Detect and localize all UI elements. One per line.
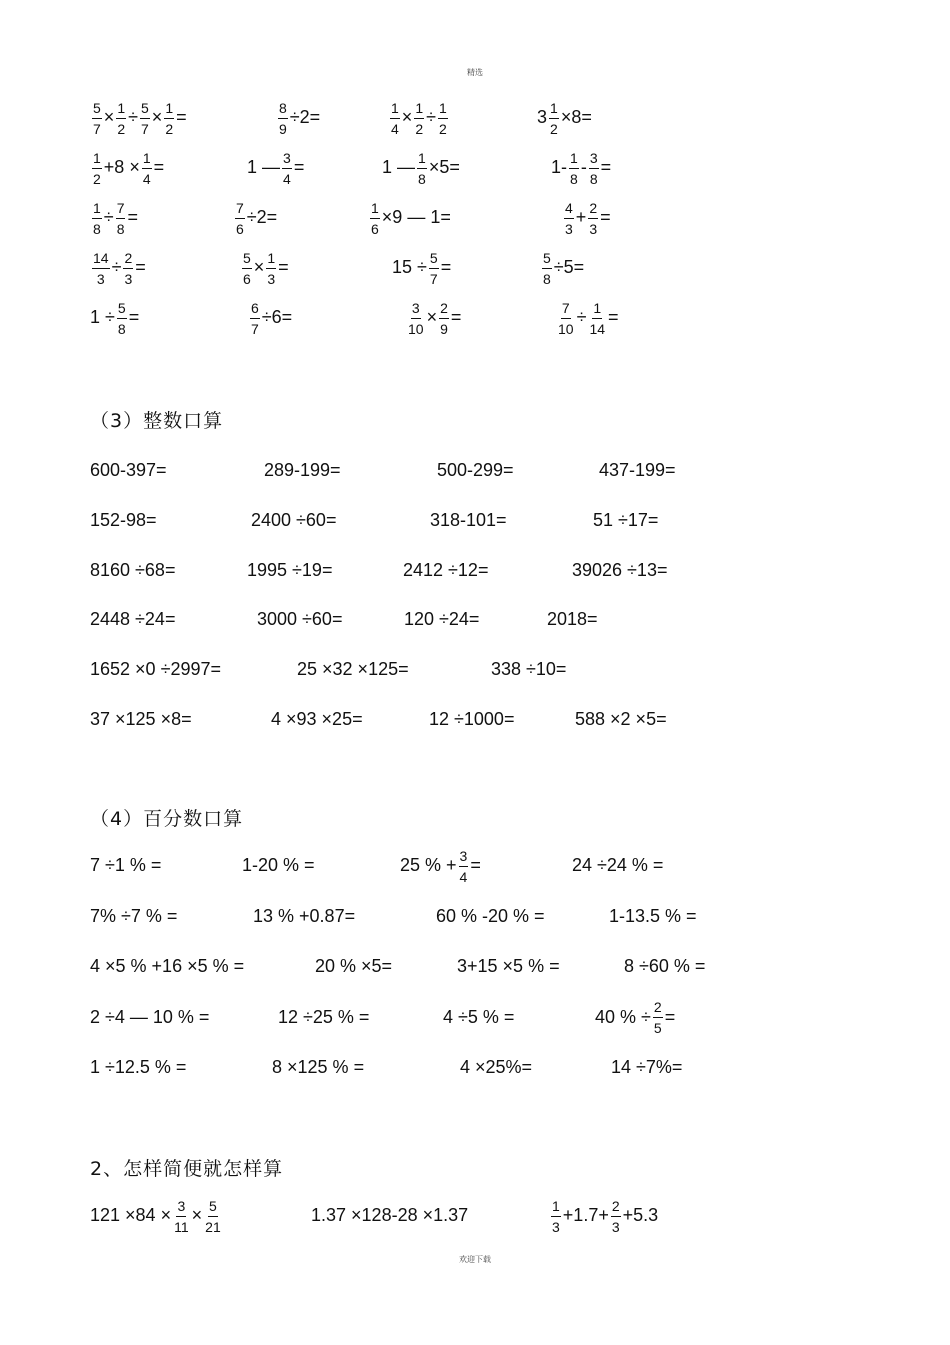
problem-row [0, 941, 950, 991]
fraction [370, 201, 380, 236]
fraction-denominator: 8 [93, 220, 101, 237]
fraction-numerator: 5 [542, 251, 552, 269]
math-expression [247, 142, 304, 192]
math-expression [436, 891, 545, 941]
problem-row [0, 445, 950, 495]
math-expression [90, 594, 175, 644]
math-expression [457, 941, 560, 991]
expression-text: 338 ÷10= [491, 659, 567, 680]
fraction [278, 101, 288, 136]
fraction-numerator: 1 [592, 301, 602, 319]
fraction [439, 301, 449, 336]
math-expression [537, 92, 592, 142]
expression-text: ×5= [428, 157, 460, 177]
fraction-denominator: 10 [558, 320, 574, 337]
expression-text: 1995 ÷19= [247, 559, 333, 580]
expression-text: 318-101= [430, 509, 507, 530]
math-expression [382, 142, 460, 192]
math-expression [599, 445, 676, 495]
expression-text: = [293, 157, 305, 177]
fraction [204, 1199, 222, 1234]
expression-text: = [128, 307, 140, 327]
expression-text: 1 ÷12.5 % = [90, 1057, 187, 1077]
fraction [164, 101, 174, 136]
math-expression [90, 941, 244, 991]
fraction-numerator: 1 [92, 201, 102, 219]
fraction-numerator: 1 [370, 201, 380, 219]
problem-row [0, 594, 950, 644]
expression-text: 24 ÷24 % = [572, 855, 664, 875]
fraction [235, 201, 245, 236]
section-heading: （4）百分数口算 [90, 807, 244, 830]
fraction [569, 151, 579, 186]
expression-text: + [575, 207, 587, 227]
fraction [588, 201, 598, 236]
fraction [611, 1199, 621, 1234]
problem-row [0, 142, 950, 192]
math-expression [609, 891, 697, 941]
fraction-numerator: 1 [438, 101, 448, 119]
expression-text: × [191, 1205, 203, 1225]
fraction-numerator: 5 [242, 251, 252, 269]
expression-text: 13 % +0.87= [253, 905, 356, 926]
expression-text: × [151, 107, 163, 127]
fraction-denominator: 7 [429, 270, 438, 287]
problem-row [0, 495, 950, 545]
math-expression [90, 891, 177, 941]
math-expression [242, 840, 315, 890]
fraction-denominator: 2 [93, 170, 101, 187]
fraction [92, 151, 102, 186]
fraction-numerator: 5 [92, 101, 102, 119]
expression-text: ÷5= [553, 257, 585, 277]
math-expression [247, 545, 332, 595]
expression-text: 1 — [382, 157, 416, 177]
math-expression [90, 192, 138, 242]
expression-text: = [470, 855, 481, 875]
fraction-numerator: 1 [164, 101, 174, 119]
section-heading: 2、怎样简便就怎样算 [90, 1157, 284, 1180]
expression-text: × [103, 107, 115, 127]
fraction [542, 251, 552, 286]
expression-text: 2018= [547, 609, 598, 630]
expression-text: 60 % -20 % = [436, 905, 545, 926]
problem-row [0, 1190, 950, 1240]
expression-text: = [600, 157, 612, 177]
expression-text: 1-20 % = [242, 855, 315, 875]
fraction [588, 301, 606, 336]
fraction-denominator: 2 [117, 120, 126, 137]
fraction-numerator: 2 [123, 251, 133, 269]
math-expression [572, 840, 663, 890]
fraction-numerator: 5 [140, 101, 150, 119]
math-expression [404, 594, 479, 644]
math-expression [593, 495, 658, 545]
expression-text: = [600, 207, 611, 227]
math-expression [90, 495, 157, 545]
math-expression [240, 242, 289, 292]
fraction [266, 251, 276, 286]
fraction-denominator: 2 [550, 120, 558, 137]
math-expression [595, 992, 675, 1042]
math-expression [611, 1042, 682, 1092]
math-expression [540, 242, 584, 292]
expression-text: +1.7+ [562, 1205, 609, 1225]
fraction-numerator: 2 [588, 201, 598, 219]
fraction-numerator: 3 [176, 1199, 186, 1217]
expression-text: 1652 ×0 ÷2997= [90, 659, 222, 680]
expression-text: 37 ×125 ×8= [90, 709, 192, 729]
math-expression [311, 1190, 468, 1240]
fraction [142, 151, 152, 186]
expression-text: 12 ÷25 % = [278, 1006, 370, 1027]
fraction-denominator: 2 [415, 120, 424, 137]
page-footer: 欢迎下载 [459, 1255, 491, 1264]
expression-text: = [127, 207, 138, 227]
expression-text: 25 ×32 ×125= [297, 659, 409, 680]
math-expression [443, 992, 514, 1042]
fraction-denominator: 8 [418, 170, 426, 187]
math-expression [90, 840, 161, 890]
math-expression [575, 694, 667, 744]
fraction-numerator: 7 [235, 201, 245, 219]
fraction-numerator: 3 [282, 151, 292, 169]
fraction [116, 201, 126, 236]
expression-text: 1-13.5 % = [609, 905, 697, 926]
fraction [92, 251, 110, 286]
expression-text: 500-299= [437, 460, 514, 480]
expression-text: 2 ÷4 — 10 % = [90, 1006, 210, 1027]
expression-text: = [440, 257, 452, 277]
math-expression [90, 92, 187, 142]
math-expression [297, 644, 409, 694]
fraction [92, 201, 102, 236]
math-expression [403, 545, 488, 595]
fraction-denominator: 7 [93, 120, 101, 137]
math-expression [90, 644, 221, 694]
math-expression [251, 495, 336, 545]
fraction-denominator: 8 [570, 170, 578, 187]
expression-text: 4 ×5 % +16 ×5 % = [90, 956, 245, 976]
fraction-numerator: 1 [390, 101, 400, 119]
fraction-numerator: 1 [417, 151, 427, 169]
fraction-denominator: 9 [279, 120, 287, 137]
expression-text: 40 % ÷ [595, 1006, 651, 1027]
expression-text: 1.37 ×128-28 ×1.37 [311, 1205, 469, 1225]
expression-text: 8 ÷60 % = [624, 956, 706, 976]
fraction-denominator: 2 [439, 120, 447, 137]
section-heading: （3）整数口算 [90, 409, 224, 432]
expression-text: 3 [537, 107, 548, 127]
fraction-denominator: 4 [142, 170, 151, 187]
fraction-numerator: 7 [561, 301, 571, 319]
problem-row [0, 1042, 950, 1092]
fraction [250, 301, 260, 336]
expression-text: = [135, 257, 146, 277]
math-expression [253, 891, 355, 941]
fraction-numerator: 2 [439, 301, 449, 319]
fraction [589, 151, 599, 186]
expression-text: 2400 ÷60= [251, 509, 337, 530]
fraction-numerator: 1 [569, 151, 579, 169]
fraction [390, 101, 400, 136]
expression-text: 14 ÷7%= [611, 1057, 683, 1077]
fraction [282, 151, 292, 186]
problem-row [0, 694, 950, 744]
math-expression [549, 1190, 658, 1240]
fraction-numerator: 1 [92, 151, 102, 169]
fraction-denominator: 6 [243, 270, 251, 287]
expression-text: 8160 ÷68= [90, 559, 176, 580]
fraction-numerator: 2 [653, 1000, 663, 1018]
fraction-numerator: 14 [92, 251, 110, 269]
math-expression [90, 545, 175, 595]
fraction-denominator: 8 [116, 220, 125, 237]
fraction [242, 251, 252, 286]
expression-text: ÷ [128, 107, 138, 127]
math-expression [437, 445, 514, 495]
fraction-denominator: 10 [408, 320, 424, 337]
expression-text: = [664, 1006, 676, 1027]
math-expression [315, 941, 392, 991]
fraction-numerator: 2 [611, 1199, 621, 1217]
math-expression [90, 292, 139, 342]
fraction [429, 251, 439, 286]
fraction-numerator: 4 [564, 201, 574, 219]
fraction-numerator: 3 [411, 301, 421, 319]
expression-text: ÷ [576, 307, 587, 327]
math-expression [572, 545, 667, 595]
problem-row [0, 545, 950, 595]
fraction [653, 1000, 663, 1035]
math-expression [392, 242, 451, 292]
fraction-numerator: 6 [250, 301, 260, 319]
problem-row [0, 292, 950, 342]
expression-text: 20 % ×5= [315, 956, 393, 976]
expression-text: = [608, 307, 619, 327]
fraction-numerator: 1 [414, 101, 424, 119]
expression-text: - [580, 157, 587, 177]
math-expression [264, 445, 341, 495]
math-expression [278, 992, 369, 1042]
fraction [549, 101, 559, 136]
fraction-denominator: 6 [236, 220, 244, 237]
expression-text: 2448 ÷24= [90, 609, 176, 630]
problem-row [0, 92, 950, 142]
fraction-denominator: 4 [391, 120, 399, 137]
problem-row [0, 242, 950, 292]
fraction-denominator: 3 [552, 1218, 560, 1235]
fraction [116, 101, 126, 136]
expression-text: +5.3 [622, 1205, 659, 1225]
problem-row [0, 840, 950, 890]
expression-text: ÷2= [289, 107, 321, 127]
expression-text: 4 ×25%= [460, 1057, 533, 1077]
fraction-denominator: 8 [543, 270, 551, 287]
fraction-denominator: 7 [251, 320, 259, 337]
fraction-denominator: 3 [589, 220, 598, 237]
expression-text: ×9 — 1= [381, 207, 451, 227]
math-expression [491, 644, 566, 694]
math-expression [551, 142, 611, 192]
expression-text: 7 ÷1 % = [90, 855, 162, 875]
math-expression [624, 941, 705, 991]
math-expression [555, 292, 619, 342]
expression-text: 4 ×93 ×25= [271, 709, 363, 729]
math-expression [272, 1042, 364, 1092]
expression-text: 1 — [247, 157, 281, 177]
expression-text: ÷2= [246, 207, 278, 227]
fraction-denominator: 3 [267, 270, 276, 287]
math-expression [233, 192, 277, 242]
fraction [459, 849, 469, 884]
expression-text: 12 ÷1000= [429, 709, 515, 729]
page-header: 精选 [467, 68, 483, 77]
math-expression [248, 292, 292, 342]
math-expression [90, 445, 167, 495]
fraction [438, 101, 448, 136]
expression-text: 4 ÷5 % = [443, 1006, 515, 1027]
expression-text: ÷ [111, 257, 122, 277]
expression-text: 121 ×84 × [90, 1205, 172, 1225]
expression-text: +8 × [103, 157, 140, 177]
expression-text: 437-199= [599, 460, 676, 480]
expression-text: 152-98= [90, 509, 157, 530]
fraction-denominator: 9 [440, 320, 448, 337]
expression-text: × [253, 257, 265, 277]
fraction [557, 301, 575, 336]
problem-row [0, 992, 950, 1042]
fraction-denominator: 8 [117, 320, 126, 337]
expression-text: 289-199= [264, 460, 341, 480]
math-expression [90, 242, 146, 292]
math-expression [429, 694, 514, 744]
expression-text: ÷6= [261, 307, 293, 327]
problem-row [0, 891, 950, 941]
fraction-numerator: 5 [117, 301, 127, 319]
math-expression [388, 92, 450, 142]
fraction [140, 101, 150, 136]
fraction-numerator: 1 [116, 101, 126, 119]
fraction [407, 301, 425, 336]
math-expression [368, 192, 451, 242]
math-expression [90, 142, 164, 192]
expression-text: 1 ÷ [90, 307, 115, 327]
fraction-denominator: 3 [565, 220, 573, 237]
math-expression [460, 1042, 532, 1092]
problem-row [0, 192, 950, 242]
fraction-numerator: 1 [551, 1199, 561, 1217]
fraction-denominator: 14 [589, 320, 606, 337]
fraction [551, 1199, 561, 1234]
fraction-numerator: 1 [142, 151, 152, 169]
expression-text: ÷ [103, 207, 114, 227]
fraction-numerator: 1 [266, 251, 276, 269]
expression-text: × [426, 307, 438, 327]
expression-text: ×8= [560, 107, 592, 127]
problem-row [0, 644, 950, 694]
fraction [173, 1199, 190, 1234]
math-expression [430, 495, 507, 545]
fraction-denominator: 8 [589, 170, 598, 187]
fraction [92, 101, 102, 136]
fraction-denominator: 3 [96, 270, 105, 287]
expression-text: ÷ [426, 107, 436, 127]
fraction [564, 201, 574, 236]
fraction-numerator: 5 [429, 251, 439, 269]
expression-text: 588 ×2 ×5= [575, 709, 667, 729]
fraction-numerator: 1 [549, 101, 559, 119]
fraction-numerator: 3 [589, 151, 599, 169]
math-expression [547, 594, 598, 644]
expression-text: × [401, 107, 413, 127]
fraction [123, 251, 133, 286]
expression-text: 2412 ÷12= [403, 559, 489, 580]
expression-text: 25 % + [400, 855, 457, 875]
math-expression [405, 292, 461, 342]
expression-text: = [278, 257, 289, 277]
fraction-denominator: 3 [611, 1218, 620, 1235]
fraction-denominator: 6 [371, 220, 379, 237]
math-expression [271, 694, 363, 744]
expression-text: = [176, 107, 187, 127]
math-expression [90, 694, 192, 744]
fraction [117, 301, 127, 336]
fraction-numerator: 7 [116, 201, 126, 219]
math-expression [400, 840, 481, 890]
fraction-denominator: 3 [124, 270, 133, 287]
expression-text: 39026 ÷13= [572, 559, 668, 580]
expression-text: = [450, 307, 462, 327]
math-expression [257, 594, 342, 644]
expression-text: 1- [551, 157, 568, 177]
fraction-numerator: 5 [208, 1199, 218, 1217]
fraction-denominator: 2 [165, 120, 174, 137]
fraction-denominator: 4 [283, 170, 291, 187]
fraction-denominator: 11 [174, 1218, 189, 1235]
expression-text: 3+15 ×5 % = [457, 956, 560, 976]
math-expression [90, 1190, 224, 1240]
expression-text: 7% ÷7 % = [90, 905, 178, 926]
math-expression [562, 192, 611, 242]
expression-text: 600-397= [90, 460, 167, 480]
expression-text: 8 ×125 % = [272, 1057, 365, 1077]
fraction-numerator: 8 [278, 101, 288, 119]
expression-text: 120 ÷24= [404, 609, 480, 630]
fraction-denominator: 5 [653, 1020, 662, 1036]
expression-text: 51 ÷17= [593, 509, 659, 530]
fraction-denominator: 4 [459, 868, 468, 885]
expression-text: 3000 ÷60= [257, 609, 343, 630]
math-expression [90, 1042, 186, 1092]
fraction-denominator: 21 [205, 1218, 221, 1235]
fraction-numerator: 3 [459, 849, 469, 867]
fraction [414, 101, 424, 136]
fraction-denominator: 7 [141, 120, 149, 137]
fraction [417, 151, 427, 186]
expression-text: = [153, 157, 165, 177]
expression-text: 15 ÷ [392, 257, 427, 277]
math-expression [276, 92, 320, 142]
math-expression [90, 992, 209, 1042]
